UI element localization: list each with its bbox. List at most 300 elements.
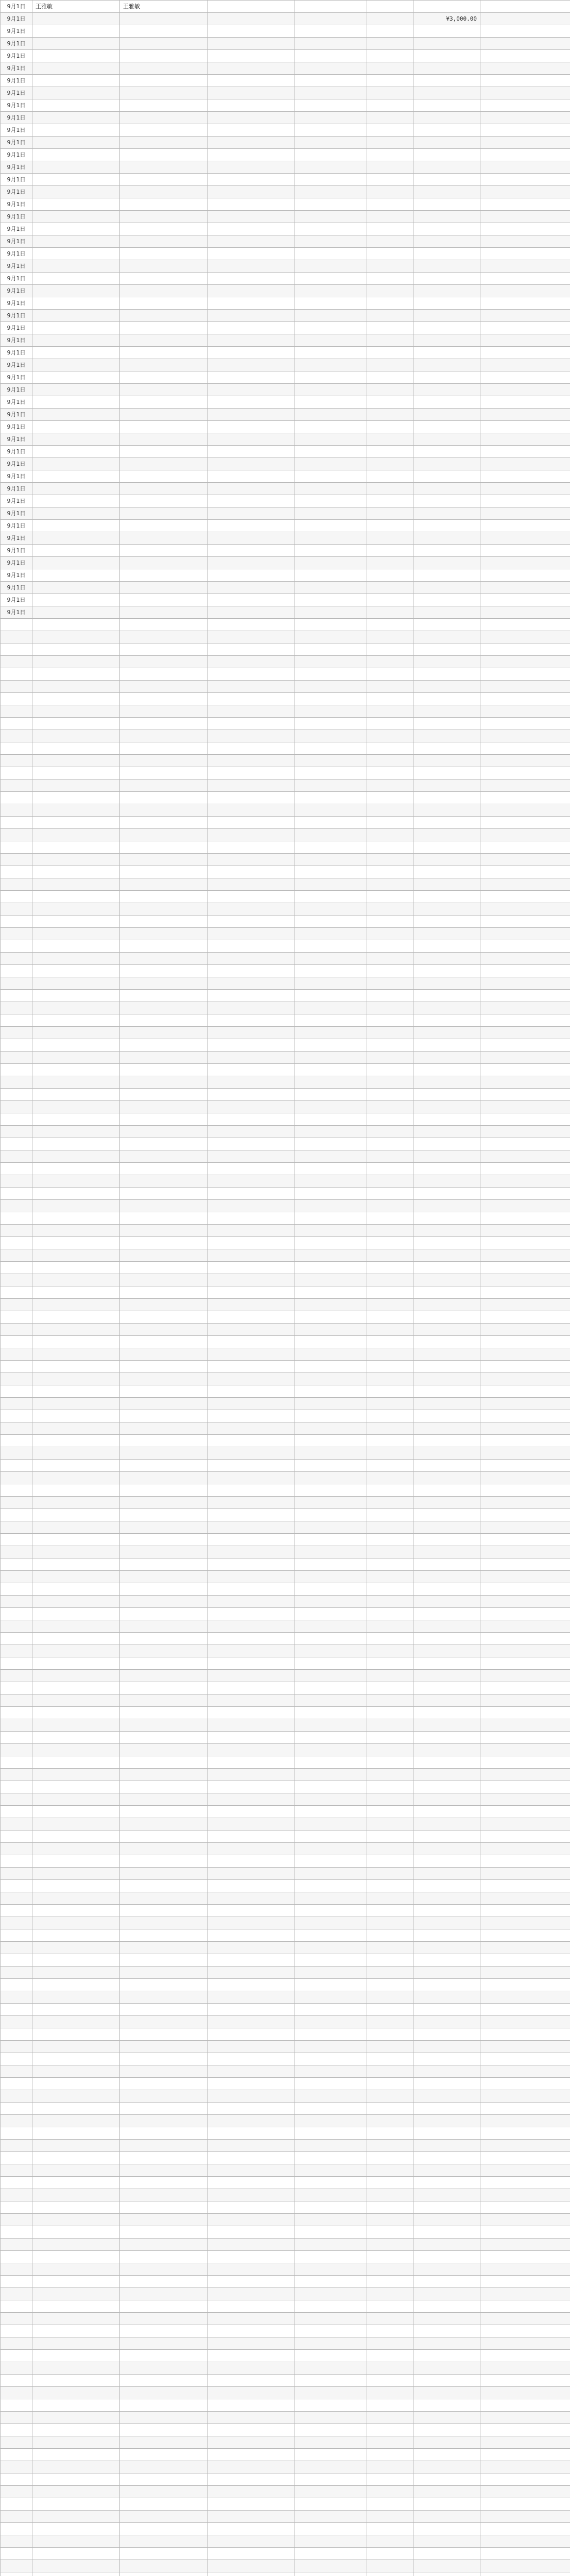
table-row [1, 1398, 570, 1410]
use-cell [480, 1732, 570, 1744]
use-cell [480, 2140, 570, 2152]
purpose-cell [208, 2078, 295, 2090]
table-row [1, 174, 570, 186]
amount-cell [413, 656, 480, 668]
donor-cell [32, 223, 120, 235]
fund-cell [295, 1806, 367, 1818]
payer-cell [120, 1534, 208, 1546]
table-row [1, 1954, 570, 1967]
use-cell [480, 817, 570, 829]
type-cell [367, 149, 413, 161]
date-cell [1, 1880, 32, 1892]
date-cell: 9月1日 [1, 446, 32, 458]
type-cell [367, 297, 413, 310]
payer-cell [120, 1262, 208, 1274]
payer-cell [120, 2300, 208, 2313]
payer-cell [120, 1732, 208, 1744]
payer-cell [120, 260, 208, 273]
donor-cell [32, 1521, 120, 1534]
purpose-cell [208, 891, 295, 903]
donor-cell [32, 433, 120, 446]
amount-cell [413, 1014, 480, 1027]
amount-cell [413, 2449, 480, 2461]
amount-cell [413, 137, 480, 149]
date-cell [1, 2300, 32, 2313]
payer-cell [120, 718, 208, 730]
use-cell [480, 347, 570, 359]
use-cell [480, 1039, 570, 1052]
table-row [1, 2065, 570, 2078]
fund-cell [295, 643, 367, 656]
donor-cell [32, 2201, 120, 2214]
fund-cell [295, 1954, 367, 1967]
donor-cell [32, 112, 120, 124]
donor-cell [32, 483, 120, 495]
date-cell [1, 2115, 32, 2127]
purpose-cell [208, 149, 295, 161]
payer-cell [120, 2498, 208, 2511]
date-cell [1, 2177, 32, 2189]
type-cell [367, 1052, 413, 1064]
fund-cell [295, 1286, 367, 1299]
type-cell [367, 38, 413, 50]
payer-cell [120, 1484, 208, 1497]
donor-cell [32, 619, 120, 631]
amount-cell [413, 248, 480, 260]
date-cell [1, 2548, 32, 2560]
type-cell [367, 2350, 413, 2362]
table-row [1, 2313, 570, 2325]
fund-cell [295, 211, 367, 223]
table-row [1, 2004, 570, 2016]
use-cell [480, 421, 570, 433]
payer-cell [120, 866, 208, 878]
amount-cell [413, 1979, 480, 1991]
donor-cell [32, 532, 120, 545]
purpose-cell [208, 2436, 295, 2449]
fund-cell [295, 2387, 367, 2399]
type-cell [367, 1138, 413, 1150]
fund-cell [295, 2313, 367, 2325]
date-cell [1, 804, 32, 817]
table-row [1, 2436, 570, 2449]
fund-cell [295, 1645, 367, 1657]
table-row [1, 1200, 570, 1212]
date-cell [1, 1571, 32, 1583]
donor-cell [32, 730, 120, 742]
fund-cell [295, 1534, 367, 1546]
date-cell [1, 2078, 32, 2090]
fund-cell [295, 977, 367, 990]
donor-cell [32, 174, 120, 186]
amount-cell [413, 1484, 480, 1497]
fund-cell [295, 470, 367, 483]
amount-cell [413, 1694, 480, 1707]
payer-cell [120, 2449, 208, 2461]
payer-cell [120, 2375, 208, 2387]
fund-cell [295, 2572, 367, 2576]
use-cell [480, 2053, 570, 2065]
date-cell [1, 841, 32, 854]
purpose-cell [208, 2164, 295, 2177]
payer-cell [120, 2362, 208, 2375]
use-cell [480, 953, 570, 965]
donor-cell [32, 384, 120, 396]
use-cell [480, 1942, 570, 1954]
fund-cell [295, 1694, 367, 1707]
amount-cell [413, 1793, 480, 1806]
table-row [1, 62, 570, 75]
amount-cell [413, 2127, 480, 2140]
amount-cell [413, 1942, 480, 1954]
amount-cell [413, 1744, 480, 1756]
use-cell [480, 916, 570, 928]
date-cell [1, 2498, 32, 2511]
date-cell: 9月1日 [1, 569, 32, 582]
purpose-cell [208, 2041, 295, 2053]
purpose-cell [208, 25, 295, 38]
fund-cell [295, 1373, 367, 1385]
purpose-cell [208, 2276, 295, 2288]
fund-cell [295, 1212, 367, 1225]
fund-cell [295, 334, 367, 347]
payer-cell [120, 2127, 208, 2140]
table-row [1, 1225, 570, 1237]
donor-cell [32, 557, 120, 569]
donor-cell [32, 1682, 120, 1694]
table-row [1, 1336, 570, 1348]
table-row [1, 817, 570, 829]
table-row [1, 1596, 570, 1608]
type-cell [367, 1286, 413, 1299]
date-cell [1, 2449, 32, 2461]
use-cell [480, 483, 570, 495]
use-cell [480, 1435, 570, 1447]
fund-cell [295, 2152, 367, 2164]
amount-cell [413, 1892, 480, 1905]
amount-cell [413, 1608, 480, 1620]
fund-cell [295, 223, 367, 235]
type-cell [367, 1484, 413, 1497]
type-cell [367, 1237, 413, 1249]
payer-cell [120, 1818, 208, 1831]
date-cell [1, 953, 32, 965]
table-row [1, 1509, 570, 1521]
use-cell [480, 594, 570, 606]
purpose-cell [208, 87, 295, 99]
payer-cell [120, 1682, 208, 1694]
date-cell [1, 1509, 32, 1521]
use-cell [480, 1262, 570, 1274]
donor-cell [32, 1163, 120, 1175]
type-cell [367, 1942, 413, 1954]
purpose-cell [208, 1831, 295, 1843]
use-cell [480, 829, 570, 841]
fund-cell [295, 532, 367, 545]
purpose-cell [208, 705, 295, 718]
payer-cell [120, 854, 208, 866]
table-row [1, 1002, 570, 1014]
type-cell [367, 1868, 413, 1880]
use-cell [480, 174, 570, 186]
use-cell [480, 1880, 570, 1892]
donor-cell [32, 1484, 120, 1497]
type-cell [367, 2090, 413, 2103]
payer-cell [120, 1917, 208, 1929]
table-row [1, 532, 570, 545]
payer-cell [120, 1781, 208, 1793]
use-cell [480, 2399, 570, 2412]
amount-cell [413, 2362, 480, 2375]
fund-cell [295, 1868, 367, 1880]
purpose-cell [208, 495, 295, 507]
purpose-cell [208, 396, 295, 409]
amount-cell [413, 149, 480, 161]
date-cell: 9月1日 [1, 347, 32, 359]
amount-cell [413, 2041, 480, 2053]
amount-cell [413, 2498, 480, 2511]
type-cell [367, 866, 413, 878]
table-row [1, 75, 570, 87]
purpose-cell [208, 755, 295, 767]
use-cell [480, 1274, 570, 1286]
amount-cell [413, 1200, 480, 1212]
purpose-cell [208, 643, 295, 656]
fund-cell [295, 2201, 367, 2214]
payer-cell [120, 1447, 208, 1460]
table-row [1, 2028, 570, 2041]
use-cell [480, 2511, 570, 2523]
amount-cell [413, 1831, 480, 1843]
fund-cell [295, 2065, 367, 2078]
use-cell [480, 1596, 570, 1608]
use-cell [480, 1979, 570, 1991]
use-cell [480, 396, 570, 409]
date-cell [1, 718, 32, 730]
table-row [1, 2127, 570, 2140]
type-cell [367, 2449, 413, 2461]
payer-cell [120, 2486, 208, 2498]
purpose-cell [208, 371, 295, 384]
fund-cell [295, 507, 367, 520]
fund-cell [295, 2288, 367, 2300]
table-row [1, 1645, 570, 1657]
date-cell: 9月1日 [1, 99, 32, 112]
payer-cell [120, 1101, 208, 1113]
purpose-cell [208, 137, 295, 149]
use-cell [480, 1373, 570, 1385]
use-cell [480, 1225, 570, 1237]
table-row [1, 2511, 570, 2523]
donor-cell [32, 1410, 120, 1422]
type-cell [367, 334, 413, 347]
type-cell [367, 1645, 413, 1657]
type-cell [367, 1620, 413, 1633]
table-row [1, 2535, 570, 2548]
purpose-cell [208, 1806, 295, 1818]
table-row [1, 186, 570, 198]
donor-cell [32, 1534, 120, 1546]
fund-cell [295, 2486, 367, 2498]
table-row [1, 1558, 570, 1571]
use-cell [480, 359, 570, 371]
date-cell [1, 977, 32, 990]
amount-cell [413, 1682, 480, 1694]
payer-cell [120, 594, 208, 606]
date-cell [1, 1064, 32, 1076]
amount-cell [413, 421, 480, 433]
payer-cell [120, 1237, 208, 1249]
amount-cell [413, 1534, 480, 1546]
donor-cell [32, 817, 120, 829]
amount-cell [413, 2214, 480, 2226]
table-row [1, 1744, 570, 1756]
purpose-cell [208, 1138, 295, 1150]
amount-cell [413, 1410, 480, 1422]
fund-cell [295, 1732, 367, 1744]
purpose-cell [208, 235, 295, 248]
amount-cell [413, 1027, 480, 1039]
donor-cell [32, 1373, 120, 1385]
fund-cell [295, 1707, 367, 1719]
table-row [1, 1608, 570, 1620]
use-cell [480, 75, 570, 87]
payer-cell [120, 792, 208, 804]
amount-cell [413, 371, 480, 384]
type-cell [367, 990, 413, 1002]
purpose-cell [208, 38, 295, 50]
type-cell [367, 1509, 413, 1521]
type-cell [367, 953, 413, 965]
use-cell [480, 1793, 570, 1806]
purpose-cell [208, 2239, 295, 2251]
purpose-cell [208, 1188, 295, 1200]
donor-cell [32, 2511, 120, 2523]
payer-cell [120, 1756, 208, 1769]
table-row [1, 507, 570, 520]
purpose-cell [208, 532, 295, 545]
fund-cell [295, 878, 367, 891]
donor-cell [32, 1620, 120, 1633]
purpose-cell [208, 2337, 295, 2350]
fund-cell [295, 767, 367, 779]
amount-cell [413, 2473, 480, 2486]
donor-cell [32, 2375, 120, 2387]
date-cell [1, 1447, 32, 1460]
table-row [1, 409, 570, 421]
donor-cell [32, 2313, 120, 2325]
table-row [1, 149, 570, 161]
table-row [1, 396, 570, 409]
amount-cell [413, 1249, 480, 1262]
date-cell [1, 1188, 32, 1200]
type-cell [367, 1311, 413, 1324]
table-row [1, 1027, 570, 1039]
table-row [1, 2523, 570, 2535]
type-cell [367, 1892, 413, 1905]
fund-cell [295, 2214, 367, 2226]
payer-cell [120, 1225, 208, 1237]
amount-cell [413, 2350, 480, 2362]
type-cell [367, 2498, 413, 2511]
table-row [1, 1447, 570, 1460]
donor-cell [32, 1447, 120, 1460]
payer-cell [120, 2473, 208, 2486]
fund-cell [295, 2177, 367, 2189]
amount-cell [413, 1237, 480, 1249]
use-cell [480, 384, 570, 396]
amount-cell [413, 841, 480, 854]
use-cell [480, 1892, 570, 1905]
fund-cell [295, 1521, 367, 1534]
use-cell [480, 62, 570, 75]
use-cell [480, 2201, 570, 2214]
type-cell [367, 1497, 413, 1509]
purpose-cell [208, 1880, 295, 1892]
fund-cell [295, 38, 367, 50]
type-cell [367, 433, 413, 446]
amount-cell [413, 1101, 480, 1113]
amount-cell [413, 767, 480, 779]
date-cell [1, 1150, 32, 1163]
table-row [1, 2053, 570, 2065]
use-cell [480, 2560, 570, 2572]
donor-cell [32, 1435, 120, 1447]
fund-cell [295, 235, 367, 248]
date-cell [1, 2090, 32, 2103]
date-cell: 9月1日 [1, 458, 32, 470]
payer-cell [120, 273, 208, 285]
type-cell [367, 1967, 413, 1979]
table-row [1, 421, 570, 433]
date-cell [1, 1126, 32, 1138]
fund-cell [295, 1299, 367, 1311]
payer-cell [120, 2152, 208, 2164]
use-cell [480, 965, 570, 977]
amount-cell [413, 507, 480, 520]
table-row [1, 2486, 570, 2498]
amount-cell [413, 161, 480, 174]
amount-cell [413, 384, 480, 396]
amount-cell [413, 916, 480, 928]
payer-cell [120, 1620, 208, 1633]
payer-cell [120, 359, 208, 371]
amount-cell [413, 211, 480, 223]
table-row [1, 693, 570, 705]
payer-cell [120, 149, 208, 161]
payer-cell [120, 1880, 208, 1892]
purpose-cell [208, 1954, 295, 1967]
table-row [1, 1917, 570, 1929]
table-row [1, 1793, 570, 1806]
payer-cell [120, 38, 208, 50]
type-cell [367, 1200, 413, 1212]
purpose-cell [208, 1781, 295, 1793]
fund-cell [295, 260, 367, 273]
fund-cell [295, 1967, 367, 1979]
fund-cell [295, 2164, 367, 2177]
date-cell: 9月1日 [1, 137, 32, 149]
table-row [1, 1781, 570, 1793]
fund-cell [295, 1200, 367, 1212]
type-cell [367, 2560, 413, 2572]
payer-cell [120, 557, 208, 569]
date-cell [1, 2053, 32, 2065]
table-row [1, 1286, 570, 1299]
fund-cell [295, 50, 367, 62]
amount-cell [413, 2511, 480, 2523]
payer-cell [120, 1744, 208, 1756]
